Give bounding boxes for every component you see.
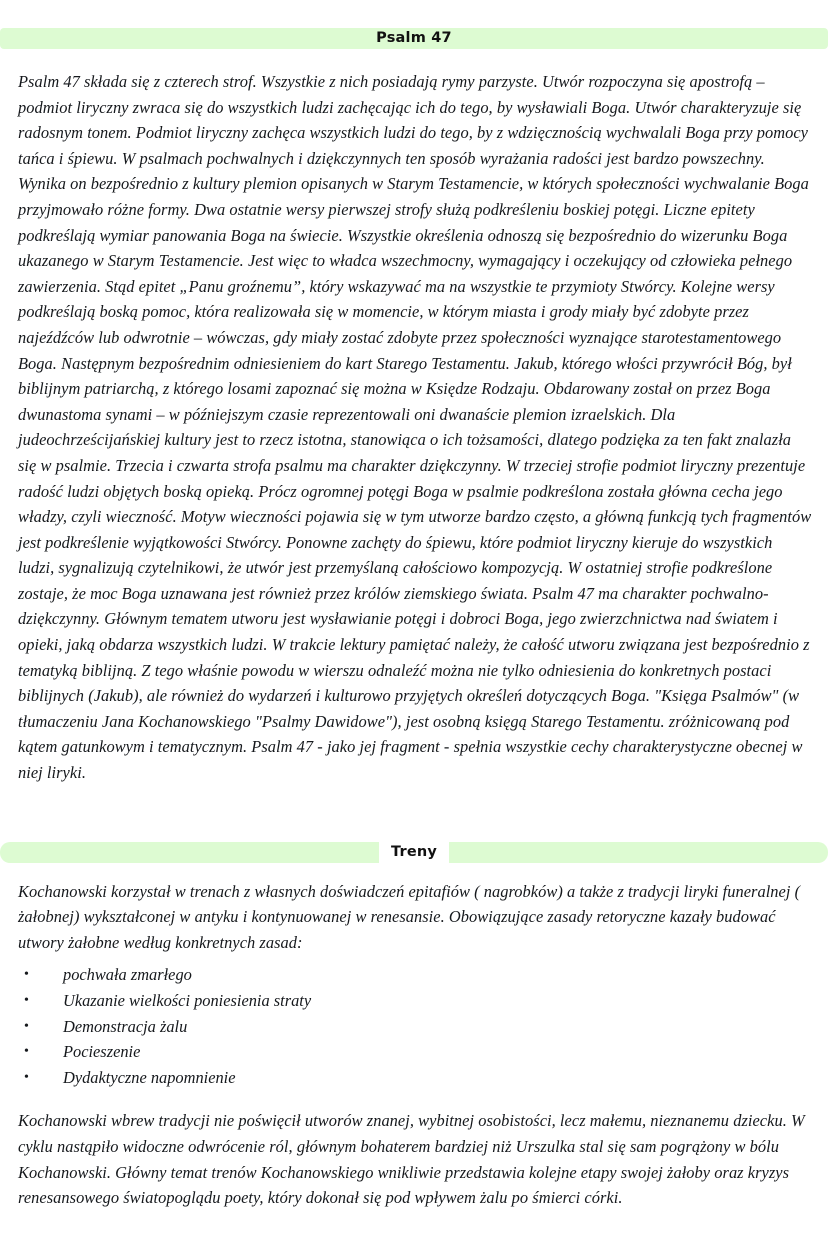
spacer-between-sections [0, 786, 828, 842]
list-item [18, 962, 812, 988]
spacer-below-treny-header [0, 863, 828, 879]
section-banner-bar-left [0, 842, 397, 863]
list-item-label: pochwała zmarłego [63, 965, 192, 985]
list-item [18, 1039, 812, 1065]
top-spacer [0, 0, 828, 28]
spacer-below-psalm-header [0, 49, 828, 69]
section-title-treny: Treny [379, 842, 449, 863]
section-header-psalm-47 [0, 28, 828, 49]
funeral-rules-list [18, 962, 812, 1090]
section-body-treny [0, 879, 828, 1211]
paragraph: Kochanowski korzystał w trenach z własnych doświadczeń epitafiów ( nagrobków) a także z tradycji liryki funeralnej ( żałobnej) wykształconej w antyku i kontynuowanej w renesansie. Obowiązujące zasady retoryczne kazały budować utwory żałobne według konkretnych zasad: [18, 881, 801, 952]
bottom-spacer [0, 1211, 828, 1239]
bullet-icon: • [24, 1044, 29, 1060]
section-banner-bar-right [418, 842, 828, 863]
list-item-label: Dydaktyczne napomnienie [63, 1067, 236, 1087]
list-item-label: Pocieszenie [63, 1042, 141, 1062]
section-body-psalm-47 [0, 69, 828, 786]
list-item [18, 1065, 812, 1091]
bullet-icon: • [24, 993, 29, 1008]
section-header-treny [0, 842, 828, 863]
list-item [18, 988, 812, 1014]
list-item-label: Ukazanie wielkości poniesienia straty [63, 991, 312, 1010]
bullet-icon: • [24, 967, 29, 983]
bullet-icon: • [24, 1018, 29, 1034]
list-item [18, 1014, 812, 1040]
paragraph: Psalm 47 składa się z czterech strof. Wszystkie z nich posiadają rymy parzyste. Utwór rozpoczyna się apostrofą – podmiot liryczny zwraca się do wszystkich ludzi zachęcając ich do tego, by wysławiali Boga. Utwór charakteryzuje się radosnym tonem. Podmiot liryczny zachęca wszystkich ludzi do tego, by z wdzięcznością wychwalali Boga przy pomocy tańca i śpiewu. W psalmach pochwalnych i dziękczynnych ten sposób wyrażania radości jest bardzo powszechny. Wynika on bezpośrednio z kultury plemion opisanych w Starym Testamencie, w których społeczności wychwalanie Boga przyjmowało różne formy. Dwa ostatnie wersy pierwszej strofy służą podkreśleniu boskiej potęgi. Liczne epitety podkreślają wymiar panowania Boga na świecie. Wszystkie określenia odnoszą się bezpośrednio do wizerunku Boga ukazanego w Starym Testamencie. Jest więc to władca wszechmocny, wymagający i oczekujący od człowieka pełnego zawierzenia. Stąd epitet „Panu groźnemu”, który wskazywać ma na wszystkie te przymioty Stwórcy. Kolejne wersy podkreślają boską pomoc, która realizowała się w momencie, w którym miasta i grody miały być zdobyte przez najeźdźców lub odwrotnie – wówczas, gdy miały zostać zdobyte przez społeczności wyznające starotestamentowego Boga. Następnym bezpośrednim odniesieniem do kart Starego Testamentu. Jakub, którego włości przywrócił Bóg, był biblijnym patriarchą, z którego losami zapoznać się można w Księdze Rodzaju. Obdarowany został on przez Boga dwunastoma synami – w późniejszym czasie reprezentowali oni dwanaście plemion izraelskich. Dla judeochrześcijańskiej kultury jest to rzecz istotna, stanowiąca o ich tożsamości, dlatego podzięka za ten fakt znalazła się w psalmie. Trzecia i czwarta strofa psalmu ma charakter dziękczynny. W trzeciej strofie podmiot liryczny prezentuje radość ludzi objętych boską opieką. Prócz ogromnej potęgi Boga w psalmie podkreślona została główna cecha jego władzy, czyli wieczność. Motyw wieczności pojawia się w tym utworze bardzo często, a główną funkcją tych fragmentów jest podkreślenie wyjątkowości Stwórcy. Ponowne zachęty do śpiewu, które podmiot liryczny kieruje do wszystkich ludzi, sygnalizują czytelnikowi, że utwór jest przemyślaną całościowo kompozycją. W ostatniej strofie podkreślone zostaje, że moc Boga uznawana jest również przez królów ziemskiego świata. Psalm 47 ma charakter pochwalno-dziękczynny. Głównym tematem utworu jest wysławianie potęgi i dobroci Boga, jego zwierzchnictwa nad światem i opieki, jaką obdarza wszystkich ludzi. W trakcie lektury pamiętać należy, że całość utworu związana jest bezpośrednio z tematyką biblijną. Z tego właśnie powodu w wierszu odnaleźć można nie tylko odniesienia do konkretnych postaci biblijnych (Jakub), ale również do wydarzeń i kulturowo przyjętych określeń dotyczących Boga. "Księga Psalmów" (w tłumaczeniu Jana Kochanowskiego "Psalmy Dawidowe"), jest osobną księgą Starego Testamentu. zróżnicowaną pod kątem gatunkowym i tematycznym. Psalm 47 - jako jej fragment - spełnia wszystkie cechy charakterystyczne obecnej w niej liryki. [18, 72, 812, 783]
paragraph: Kochanowski wbrew tradycji nie poświęcił utworów znanej, wybitnej osobistości, lecz małemu, nieznanemu dziecku. W cyklu nastąpiło widoczne odwrócenie ról, głównym bohaterem bardziej niż Urszulka stal się sam pogrążony w bólu Kochanowski. Główny temat trenów Kochanowskiego wnikliwie przedstawia kolejne etapy swojej żałoby oraz kryzys renesansowego światopoglądu poety, który dokonał się pod wpływem żalu po śmierci córki. [18, 1111, 805, 1208]
list-item-label: Demonstracja żalu [63, 1016, 188, 1036]
section-title-psalm-47: Psalm 47 [376, 30, 452, 46]
bullet-icon: • [24, 1069, 29, 1085]
